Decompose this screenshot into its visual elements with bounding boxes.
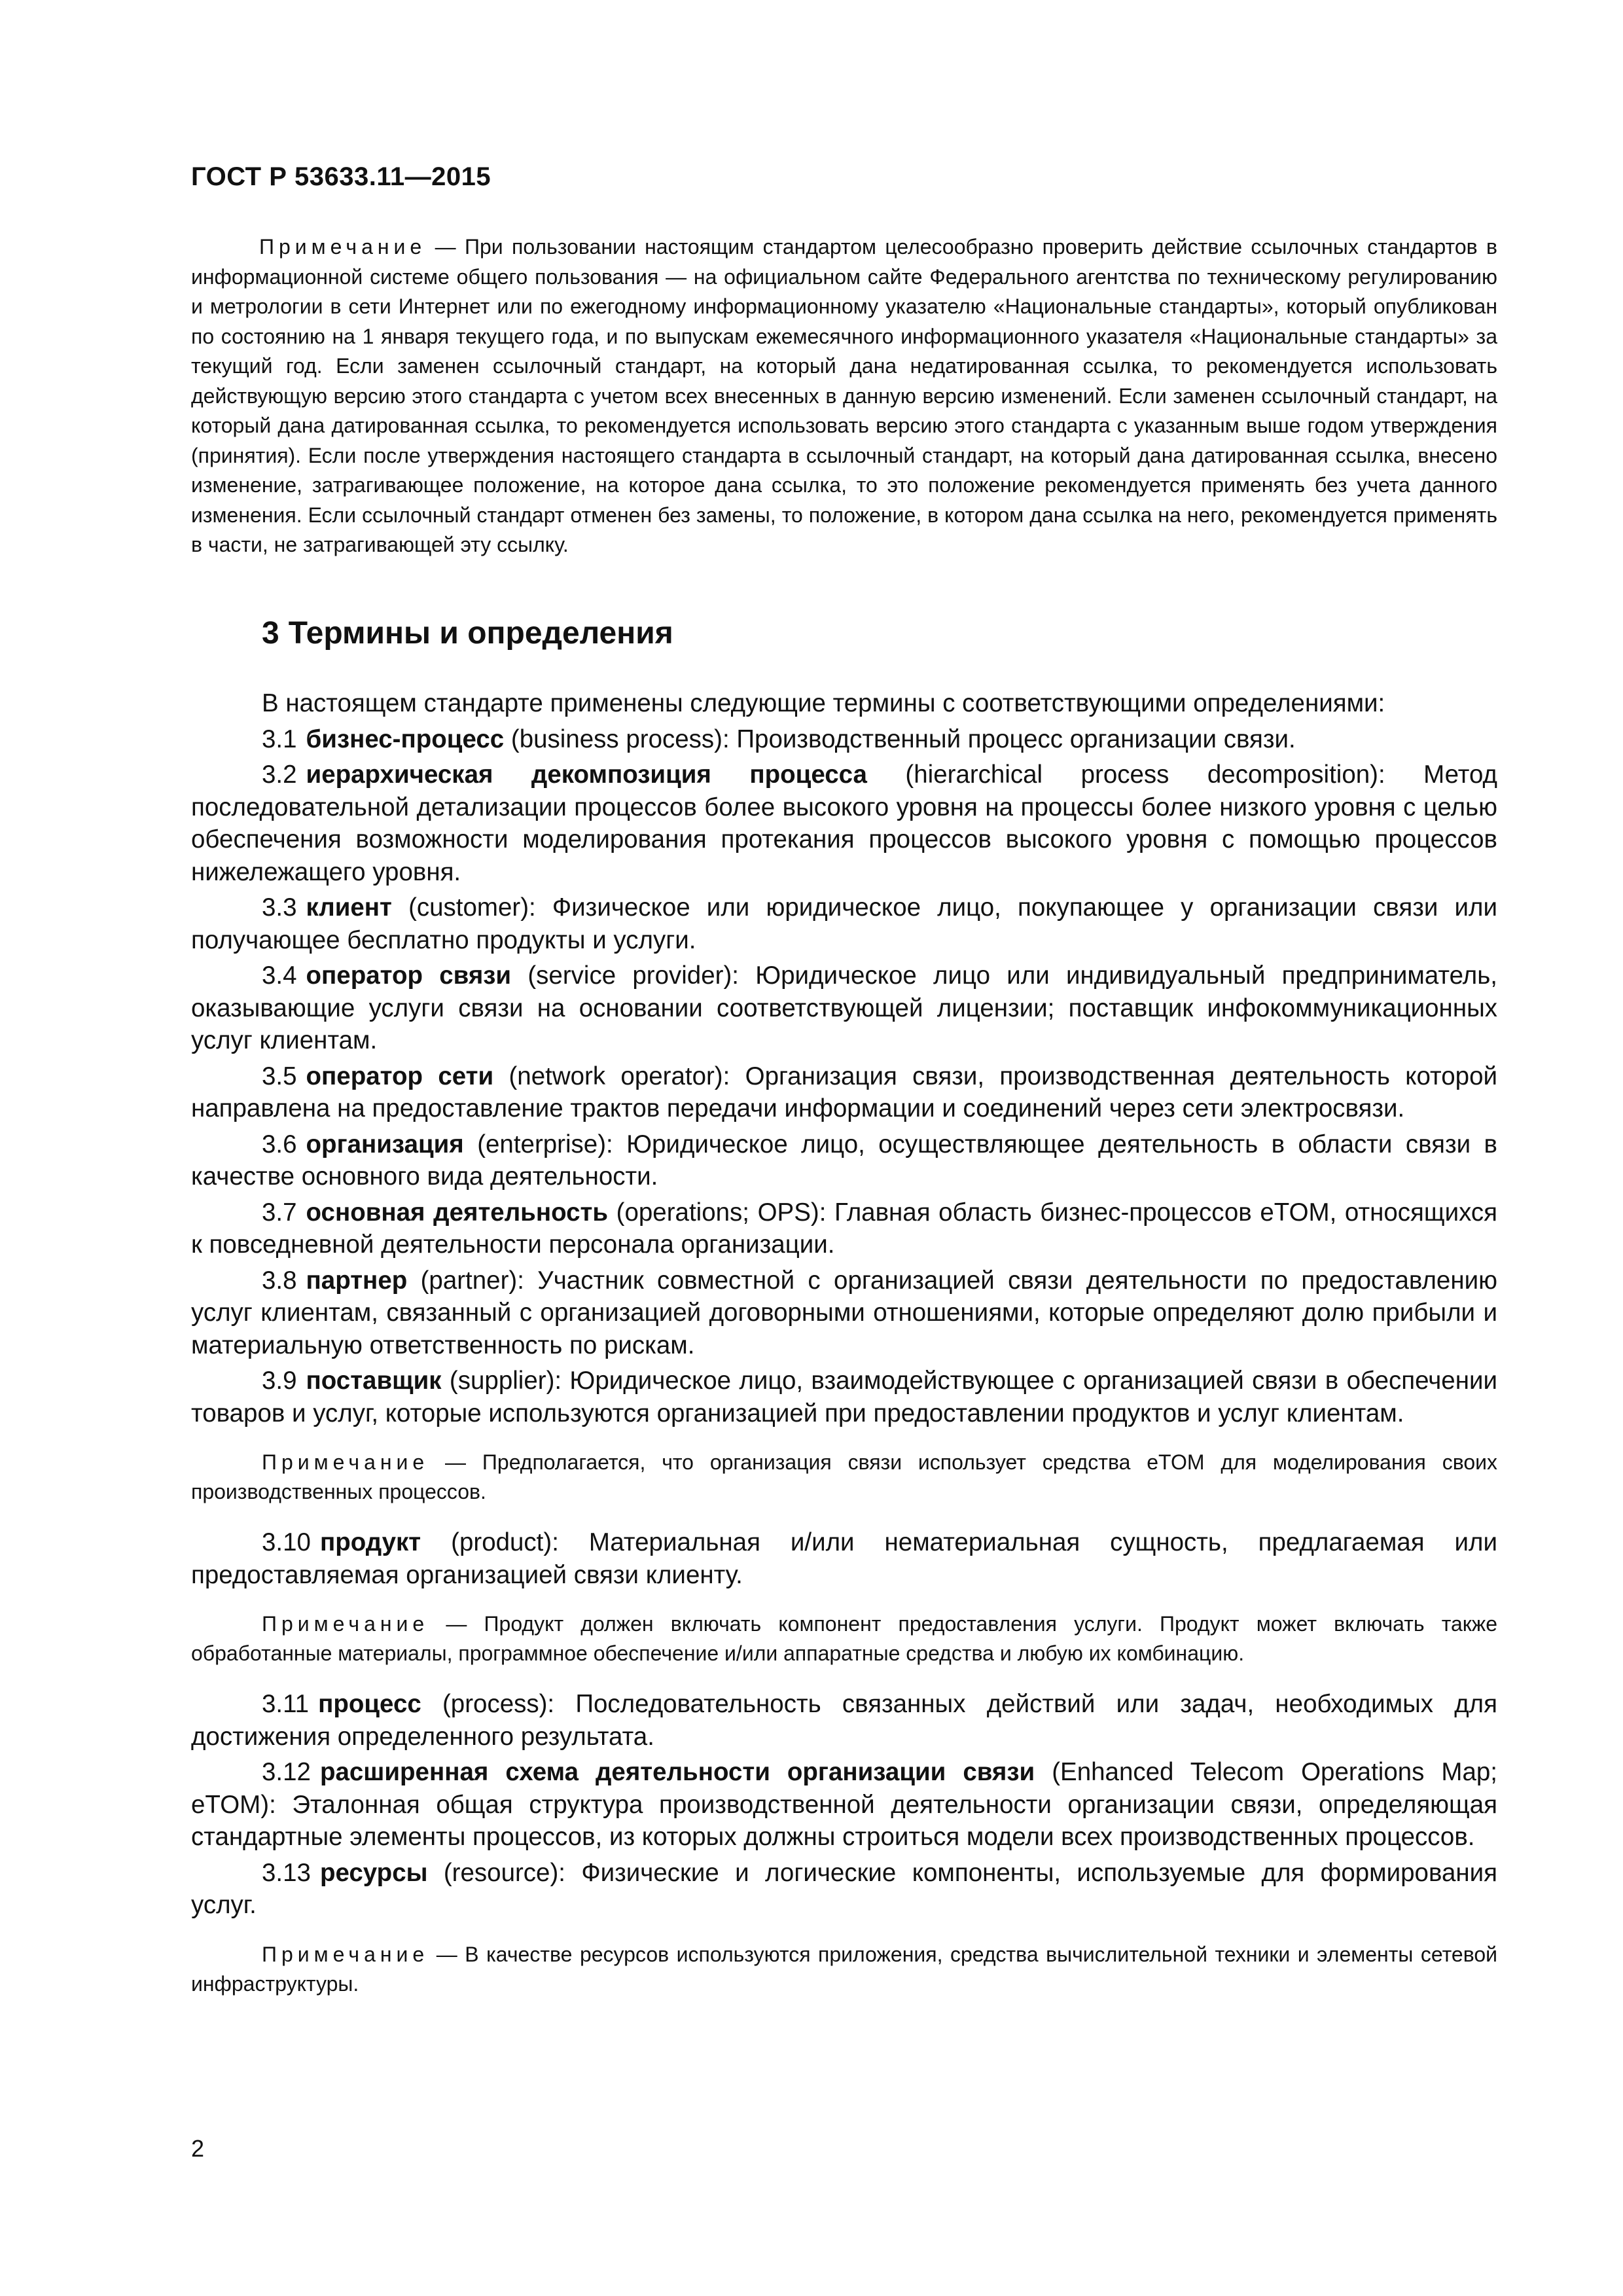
term-name: партнер xyxy=(306,1266,408,1295)
term-name: организация xyxy=(306,1130,464,1158)
term-definition: (operations; OPS): Главная область бизнес-процессов eTOM, относящихся к повседневной деятельности персонала организации. xyxy=(191,1198,1497,1259)
term-name: клиент xyxy=(306,893,392,922)
term-name: поставщик xyxy=(306,1367,442,1395)
term-definition: (resource): Физические и логические компоненты, используемые для формирования услуг. xyxy=(191,1858,1497,1919)
note-label: Примечание xyxy=(262,1942,429,1966)
term-note xyxy=(191,1448,1497,1507)
term-name: иерархическая декомпозиция процесса xyxy=(306,761,867,789)
term-number: 3.10 xyxy=(262,1528,311,1556)
term-number: 3.12 xyxy=(262,1758,311,1786)
term-entry xyxy=(191,1196,1497,1261)
note-label: Примечание xyxy=(262,1450,429,1474)
term-name: расширенная схема деятельности организации связи xyxy=(319,1758,1035,1786)
term-entry xyxy=(191,1265,1497,1362)
term-number: 3.7 xyxy=(262,1198,297,1227)
top-note xyxy=(191,232,1497,560)
term-definition: (partner): Участник совместной с организацией связи деятельности по предоставлению услуг клиентам, связанный с организацией договорными отношениями, которые определяют долю прибыли и материальную ответственность по рискам. xyxy=(191,1266,1497,1359)
note-text: При пользовании настоящим стандартом целесообразно проверить действие ссылочных стандартов в информационной системе общего пользования — на официальном сайте Федерального агентства по техническому регулированию и метрологии в сети Интернет или по ежегодному информационному указателю «Национальные стандарты», который опубликован по состоянию на 1 января текущего года, и по выпускам ежемесячного информационного указателя «Национальные стандарты» за текущий год. Если заменен ссылочный стандарт, на который дана недатированная ссылка, то рекомендуется использовать действующую версию этого стандарта с учетом всех внесенных в данную версию изменений. Если заменен ссылочный стандарт, на который дана датированная ссылка, то рекомендуется использовать версию этого стандарта с указанным выше годом утверждения (принятия). Если после утверждения настоящего стандарта в ссылочный стандарт, на который дана датированная ссылка, внесено изменение, затрагивающее положение, на которое дана ссылка, то это положение рекомендуется применять без учета данного изменения. Если ссылочный стандарт отменен без замены, то положение, в котором дана ссылка на него, рекомендуется применять в части, не затрагивающей эту ссылку. xyxy=(191,235,1498,556)
note-dash: — xyxy=(429,1612,484,1636)
term-number: 3.9 xyxy=(262,1367,297,1395)
note-text: В качестве ресурсов используются приложения, средства вычислительной техники и элементы сетевой инфраструктуры. xyxy=(191,1942,1498,1996)
term-entry xyxy=(191,723,1497,756)
term-definition: (service provider): Юридическое лицо или индивидуальный предприниматель, оказывающие услуги связи на основании соответствующей лицензии; поставщик инфокоммуникационных услуг клиентам. xyxy=(191,961,1497,1054)
term-entry xyxy=(191,960,1497,1057)
term-name: оператор сети xyxy=(306,1062,494,1090)
term-number: 3.6 xyxy=(262,1130,297,1158)
term-entry xyxy=(191,1756,1497,1854)
term-definition: (enterprise): Юридическое лицо, осуществляющее деятельность в области связи в качестве основного вида деятельности. xyxy=(191,1130,1497,1191)
term-number: 3.3 xyxy=(262,893,297,922)
term-note xyxy=(191,1940,1497,1999)
page-number: 2 xyxy=(191,2135,205,2162)
term-entry xyxy=(191,1857,1497,1922)
term-number: 3.13 xyxy=(262,1858,311,1887)
note-text: Продукт должен включать компонент предоставления услуги. Продукт может включать также обработанные материалы, программное обеспечение и/или аппаратные средства и любую их комбинацию. xyxy=(191,1612,1497,1665)
term-entry xyxy=(191,1365,1497,1429)
term-entry xyxy=(191,891,1497,956)
note-text: Предполагается, что организация связи использует средства eTOM для моделирования своих производственных процессов. xyxy=(191,1450,1498,1503)
note-dash: — xyxy=(429,1942,465,1966)
term-number: 3.1 xyxy=(262,725,297,753)
note-dash: — xyxy=(426,235,465,259)
term-entry xyxy=(191,1688,1497,1753)
section-number: 3 xyxy=(262,616,279,651)
term-entry xyxy=(191,759,1497,888)
term-definition: (customer): Физическое или юридическое лицо, покупающее у организации связи или получающее бесплатно продукты и услуги. xyxy=(191,893,1497,954)
term-definition: (product): Материальная и/или нематериальная сущность, предлагаемая или предоставляемая организацией связи клиенту. xyxy=(191,1528,1497,1589)
note-label: Примечание xyxy=(259,235,427,259)
term-name: основная деятельность xyxy=(306,1198,609,1227)
section-heading xyxy=(262,615,673,651)
term-entry xyxy=(191,1526,1497,1591)
note-dash: — xyxy=(429,1450,482,1474)
term-definition: (supplier): Юридическое лицо, взаимодействующее с организацией связи в обеспечении товаров и услуг, которые используются организацией при предоставлении продуктов и услуг клиентам. xyxy=(191,1367,1497,1427)
term-name: продукт xyxy=(319,1528,421,1556)
term-entry xyxy=(191,1060,1497,1125)
term-number: 3.4 xyxy=(262,961,297,990)
term-definition: (network operator): Организация связи, производственная деятельность которой направлена на предоставление трактов передачи информации и соединений через сети электросвязи. xyxy=(191,1062,1497,1122)
term-definition: (process): Последовательность связанных действий или задач, необходимых для достижения определенного результата. xyxy=(191,1690,1497,1751)
term-name: оператор связи xyxy=(306,961,512,990)
term-definition: (business process): Производственный процесс организации связи. xyxy=(504,725,1296,753)
term-number: 3.8 xyxy=(262,1266,297,1295)
term-number: 3.11 xyxy=(262,1690,310,1718)
term-definition: (Enhanced Telecom Operations Map; eTOM): Эталонная общая структура производственной деятельности организации связи, определяющая стандартные элементы процессов, из которых должны строиться модели всех производственных процессов. xyxy=(191,1758,1498,1851)
note-label: Примечание xyxy=(262,1612,429,1636)
document-header: ГОСТ Р 53633.11—2015 xyxy=(191,162,491,191)
section-title: Термины и определения xyxy=(288,616,673,651)
term-name: процесс xyxy=(318,1690,421,1718)
terms-list xyxy=(191,687,1497,2018)
term-number: 3.5 xyxy=(262,1062,297,1090)
term-name: бизнес-процесс xyxy=(306,725,505,753)
term-number: 3.2 xyxy=(262,761,297,789)
term-note xyxy=(191,1609,1497,1668)
term-name: ресурсы xyxy=(319,1858,428,1887)
terms-intro: В настоящем стандарте применены следующие термины с соответствующими определениями: xyxy=(262,689,1385,717)
term-entry xyxy=(191,1128,1497,1193)
terms-container xyxy=(191,723,1497,1999)
term-definition: (hierarchical process decomposition): Метод последовательной детализации процессов более высокого уровня на процессы более низкого уровня с целью обеспечения возможности моделирования протекания процессов высокого уровня с помощью процессов нижележащего уровня. xyxy=(191,761,1498,886)
